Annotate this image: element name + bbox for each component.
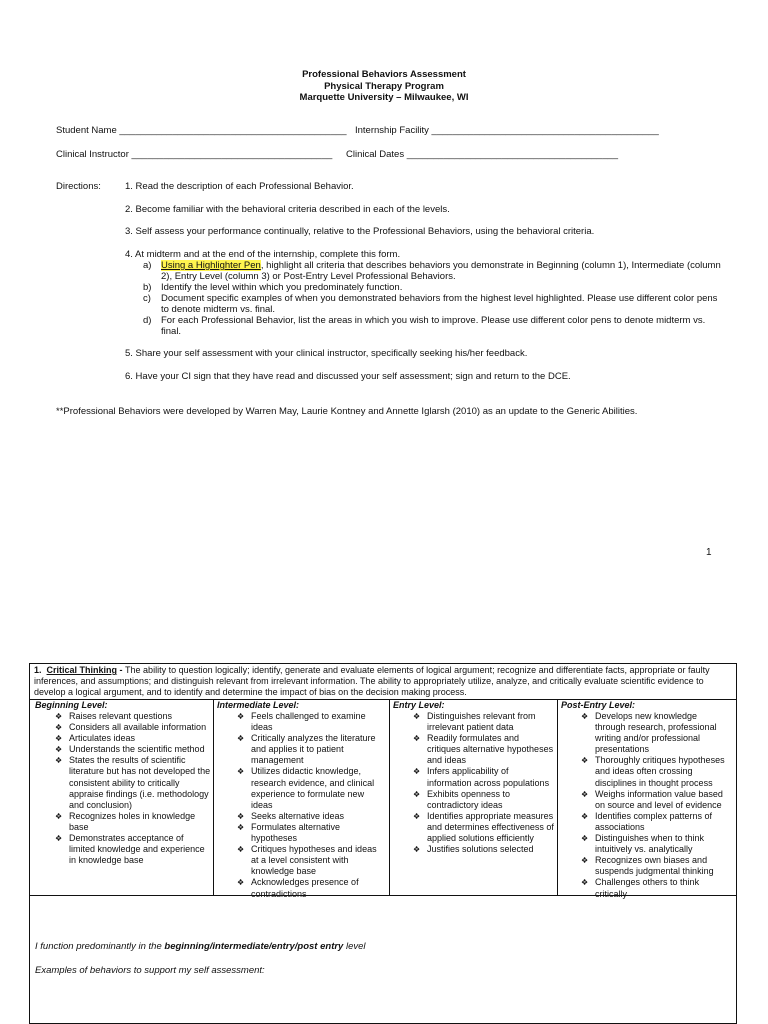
- list-item: ❖ Considers all available information: [35, 722, 211, 733]
- level-statement[interactable]: [35, 941, 366, 952]
- list-item: ❖ Exhibits openness to contradictory ideas: [393, 789, 555, 811]
- list-item: ❖ Justifies solutions selected: [393, 844, 555, 855]
- post-entry-level-heading: Post-Entry Level:: [561, 700, 636, 710]
- column-divider: [213, 699, 214, 895]
- list-item: ❖ Critiques hypotheses and ideas at a level consistent with knowledge base: [217, 844, 385, 877]
- directions-label: Directions:: [56, 181, 101, 192]
- behavior-title: Critical Thinking: [46, 665, 118, 675]
- examples-label[interactable]: Examples of behaviors to support my self assessment:: [35, 965, 265, 976]
- list-item: ❖ Demonstrates acceptance of limited knowledge and experience in knowledge base: [35, 833, 211, 866]
- post-entry-level-column: [561, 700, 727, 900]
- intermediate-level-column: [217, 700, 385, 900]
- step-4a-rest: , highlight all criteria that describes behaviors you demonstrate in Beginning (column 1), Intermediate (column 2), Entry Level (column 3) or Post-Entry Level Professional Behaviors.: [161, 260, 721, 282]
- level-suffix: level: [343, 941, 366, 952]
- behavior-definition: The ability to question logically; identify, generate and evaluate elements of logical argument; recognize and differentiate facts, appropriate or faulty inferences, and assumptions; and distinguish relevant from irrelevant information. The ability to appropriately utilize, analyze, and critically evaluate scientific evidence to develop a logical argument, and to identify and determine the impact of bias on the decision making process.: [34, 665, 710, 697]
- list-item: ❖ Identifies complex patterns of associations: [561, 811, 727, 833]
- direction-step-5: 5. Share your self assessment with your clinical instructor, specifically seeking his/her feedback.: [125, 348, 528, 359]
- internship-facility-field[interactable]: Internship Facility ___________________________________________: [355, 125, 659, 136]
- list-item: ❖ Recognizes own biases and suspends judgmental thinking: [561, 855, 727, 877]
- step-4d-text: For each Professional Behavior, list the areas in which you wish to improve. Please use different color pens to denote midterm vs. final.: [161, 315, 706, 337]
- list-item: ❖ Readily formulates and critiques alternative hypotheses and ideas: [393, 733, 555, 766]
- column-divider: [557, 699, 558, 895]
- post-entry-level-list: [561, 711, 727, 900]
- list-item: ❖ Distinguishes when to think intuitively vs. analytically: [561, 833, 727, 855]
- beginning-level-column: [35, 700, 211, 866]
- critical-thinking-table: [29, 663, 737, 1024]
- university-name: Marquette University – Milwaukee, WI: [299, 92, 469, 103]
- step-4b-text: Identify the level within which you predominately function.: [161, 282, 403, 293]
- program-name: Physical Therapy Program: [324, 80, 444, 92]
- step-4c-text: Document specific examples of when you demonstrated behaviors from the highest level highlighted. Please use different color pens to denote midterm vs. final.: [161, 293, 718, 315]
- list-item: ❖ Understands the scientific method: [35, 744, 211, 755]
- entry-level-column: [393, 700, 555, 855]
- list-item: ❖ Raises relevant questions: [35, 711, 211, 722]
- step-4a-letter: a): [143, 260, 152, 271]
- entry-level-list: [393, 711, 555, 855]
- step-4b-letter: b): [143, 282, 152, 293]
- intermediate-level-list: [217, 711, 385, 900]
- list-item: ❖ Develops new knowledge through research, professional writing and/or professional presentations: [561, 711, 727, 755]
- document-header: [0, 69, 768, 104]
- step-4a-text: [161, 260, 721, 282]
- entry-level-heading: Entry Level:: [393, 700, 445, 710]
- list-item: ❖ Challenges others to think critically: [561, 877, 727, 899]
- list-item: ❖ Seeks alternative ideas: [217, 811, 385, 822]
- list-item: ❖ Acknowledges presence of contradictions: [217, 877, 385, 899]
- behavior-description: [34, 665, 732, 698]
- direction-step-6: 6. Have your CI sign that they have read and discussed your self assessment; sign and return to the DCE.: [125, 371, 571, 382]
- level-options[interactable]: beginning/intermediate/entry/post entry: [164, 941, 344, 952]
- list-item: ❖ Articulates ideas: [35, 733, 211, 744]
- list-item: ❖ Recognizes holes in knowledge base: [35, 811, 211, 833]
- intermediate-level-heading: Intermediate Level:: [217, 700, 300, 710]
- page-number: 1: [706, 547, 712, 558]
- beginning-level-heading: Beginning Level:: [35, 700, 108, 710]
- list-item: ❖ Thoroughly critiques hypotheses and ideas often crossing disciplines in thought process: [561, 755, 727, 788]
- direction-step-3: 3. Self assess your performance continually, relative to the Professional Behaviors, using the behavioral criteria.: [125, 226, 595, 237]
- list-item: ❖ Feels challenged to examine ideas: [217, 711, 385, 733]
- list-item: ❖ Weighs information value based on source and level of evidence: [561, 789, 727, 811]
- clinical-dates-field[interactable]: Clinical Dates ________________________________________: [346, 149, 619, 160]
- list-item: ❖ Infers applicability of information across populations: [393, 766, 555, 788]
- list-item: ❖ Critically analyzes the literature and applies it to patient management: [217, 733, 385, 766]
- student-name-field[interactable]: Student Name ___________________________________________: [56, 125, 347, 136]
- step-4d-letter: d): [143, 315, 152, 326]
- list-item: ❖ Formulates alternative hypotheses: [217, 822, 385, 844]
- authorship-note: **Professional Behaviors were developed by Warren May, Laurie Kontney and Annette Iglarsh (2010) as an update to the Generic Abilities.: [56, 406, 638, 417]
- behavior-dash: -: [117, 665, 126, 675]
- list-item: ❖ Identifies appropriate measures and determines effectiveness of applied solutions efficiently: [393, 811, 555, 844]
- list-item: ❖ Utilizes didactic knowledge, research evidence, and clinical experience to formulate new ideas: [217, 766, 385, 810]
- document-title: Professional Behaviors Assessment: [302, 69, 466, 80]
- direction-step-4: 4. At midterm and at the end of the internship, complete this form.: [125, 249, 401, 260]
- list-item: ❖ States the results of scientific literature but has not developed the consistent ability to critically appraise findings (i.e. methodology and conclusion): [35, 755, 211, 810]
- step-4c-letter: c): [143, 293, 151, 304]
- beginning-level-list: [35, 711, 211, 866]
- behavior-number: 1.: [34, 665, 42, 675]
- highlighter-pen-text: Using a Highlighter Pen: [161, 260, 261, 271]
- direction-step-1: 1. Read the description of each Professional Behavior.: [125, 181, 354, 192]
- column-divider: [389, 699, 390, 895]
- level-prefix: I function predominantly in the: [35, 941, 165, 952]
- list-item: ❖ Distinguishes relevant from irrelevant patient data: [393, 711, 555, 733]
- direction-step-2: 2. Become familiar with the behavioral criteria described in each of the levels.: [125, 204, 450, 215]
- clinical-instructor-field[interactable]: Clinical Instructor ______________________________________: [56, 149, 333, 160]
